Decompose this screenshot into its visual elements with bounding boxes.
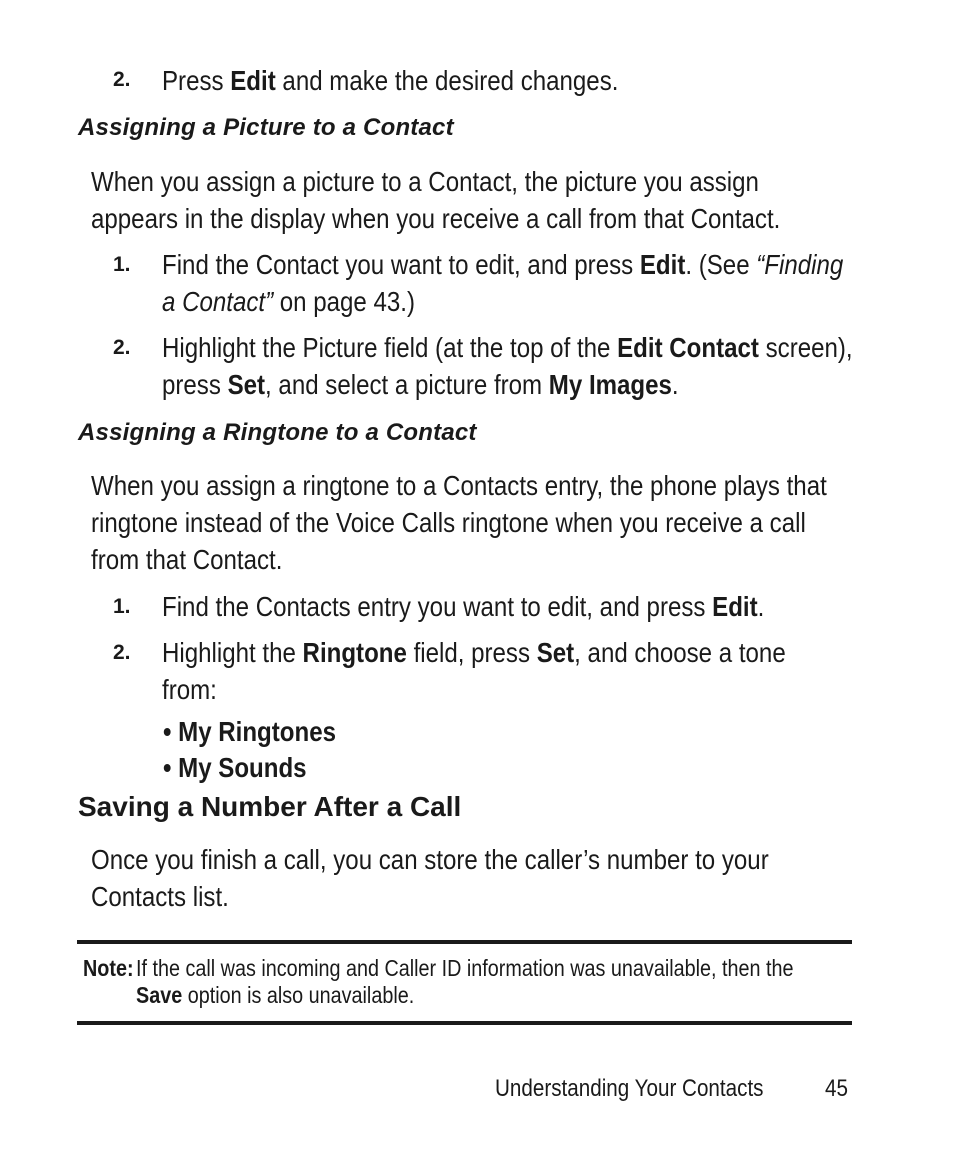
footer-section-title: Understanding Your Contacts: [495, 1075, 764, 1102]
step-number: 1.: [113, 595, 131, 618]
divider: [77, 1021, 852, 1025]
step-number: 2.: [113, 641, 131, 664]
step-number: 2.: [113, 336, 131, 359]
divider: [77, 940, 852, 944]
bullet-icon: •: [163, 716, 172, 747]
section-heading-ringtone: Assigning a Ringtone to a Contact: [78, 419, 477, 446]
step-text: Find the Contact you want to edit, and press Edit. (See “Finding a Contact” on page 43.): [162, 249, 844, 317]
step-text: Press Edit and make the desired changes.: [162, 65, 619, 96]
page-number: 45: [825, 1075, 848, 1102]
step-text: Highlight the Picture field (at the top of the Edit Contact screen), press Set, and select a picture from My Images.: [162, 332, 853, 400]
step-text: Find the Contacts entry you want to edit, and press Edit.: [162, 591, 765, 622]
list-item: • My Ringtones: [163, 716, 336, 747]
step-text: Highlight the Ringtone field, press Set, and choose a tone from:: [162, 637, 786, 705]
bullet-icon: •: [163, 752, 172, 783]
note-text: If the call was incoming and Caller ID information was unavailable, then the Save option is also unavailable.: [136, 955, 794, 1008]
list-item: • My Sounds: [163, 752, 307, 783]
section-heading-picture: Assigning a Picture to a Contact: [78, 114, 454, 141]
note-label: Note:: [83, 955, 134, 981]
step-number: 2.: [113, 68, 131, 91]
paragraph-saving: Once you finish a call, you can store the caller’s number to your Contacts list.: [91, 844, 769, 912]
paragraph-ringtone-intro: When you assign a ringtone to a Contacts entry, the phone plays that ringtone instead of the Voice Calls ringtone when you receive a call from that Contact.: [91, 470, 827, 575]
section-heading-saving: Saving a Number After a Call: [78, 791, 462, 822]
step-number: 1.: [113, 253, 131, 276]
paragraph-picture-intro: When you assign a picture to a Contact, the picture you assign appears in the display when you receive a call from that Contact.: [91, 166, 781, 234]
